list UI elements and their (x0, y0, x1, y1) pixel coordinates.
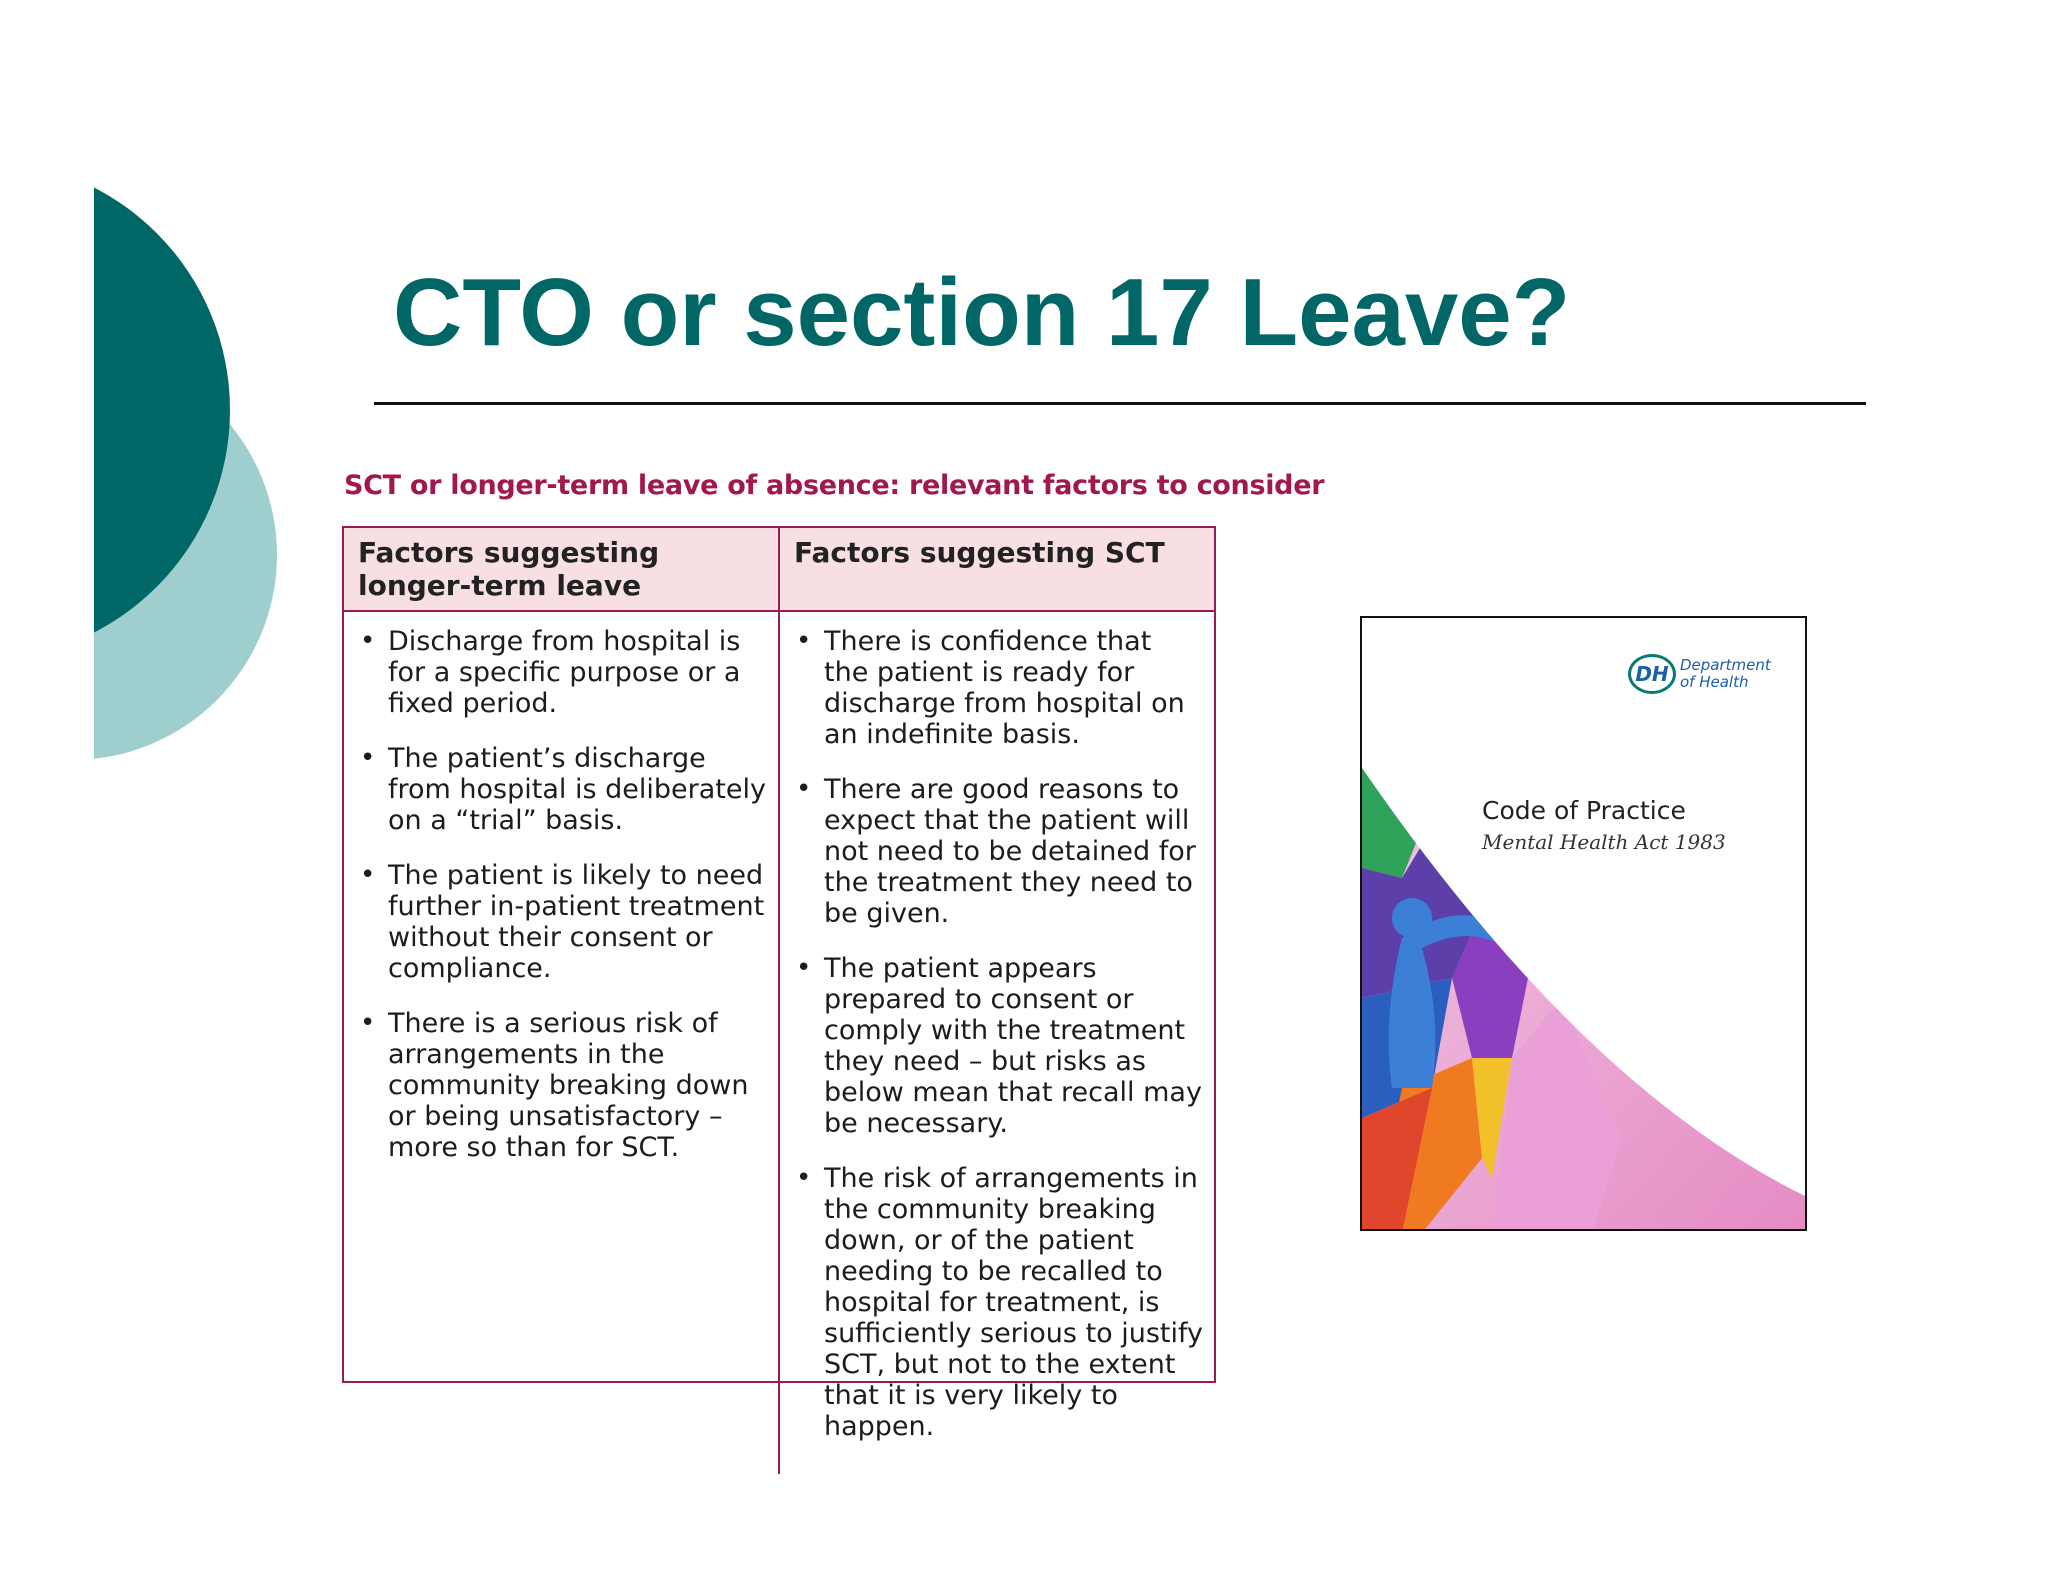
list-item: • The patient’s discharge from hospital is deliberately on a “trial” basis. (358, 743, 768, 836)
table-body-row (344, 612, 1214, 1474)
table-caption: SCT or longer-term leave of absence: relevant factors to consider (344, 470, 1325, 501)
decorative-circles (0, 0, 300, 840)
list-item: • The risk of arrangements in the community breaking down, or of the patient needing to be recalled to hospital for treatment, is sufficiently serious to justify SCT, but not to the extent that it is very likely to happen. (794, 1163, 1204, 1442)
cover-artwork (1362, 618, 1807, 1231)
dh-logo-mark: DH (1628, 654, 1676, 694)
factors-table (342, 526, 1216, 1442)
dh-logo-line1: Department (1680, 656, 1771, 674)
longer-term-leave-column (344, 612, 780, 1474)
header-sct: Factors suggesting SCT (794, 536, 1165, 569)
sct-column (780, 612, 1214, 1474)
cover-subtitle: Mental Health Act 1983 (1482, 830, 1726, 854)
slide-title: CTO or section 17 Leave? (393, 259, 1571, 366)
table-header-row (344, 528, 1214, 612)
list-item: • Discharge from hospital is for a specific purpose or a fixed period. (358, 626, 768, 719)
list-item: • The patient is likely to need further in-patient treatment without their consent or compliance. (358, 860, 768, 984)
title-divider (374, 402, 1866, 405)
dh-logo (1628, 654, 1771, 694)
header-longer-term-leave: Factors suggesting longer-term leave (344, 528, 780, 610)
dh-logo-line2: of Health (1680, 673, 1749, 691)
dh-logo-text (1680, 657, 1771, 691)
list-item: • There are good reasons to expect that the patient will not need to be detained for the treatment they need to be given. (794, 774, 1204, 929)
list-item: • There is a serious risk of arrangements in the community breaking down or being unsatisfactory – more so than for SCT. (358, 1008, 768, 1163)
code-of-practice-cover (1360, 616, 1807, 1231)
cover-title: Code of Practice (1482, 796, 1686, 825)
list-item: • There is confidence that the patient is ready for discharge from hospital on an indefinite basis. (794, 626, 1204, 750)
list-item: • The patient appears prepared to consent or comply with the treatment they need – but risks as below mean that recall may be necessary. (794, 953, 1204, 1139)
